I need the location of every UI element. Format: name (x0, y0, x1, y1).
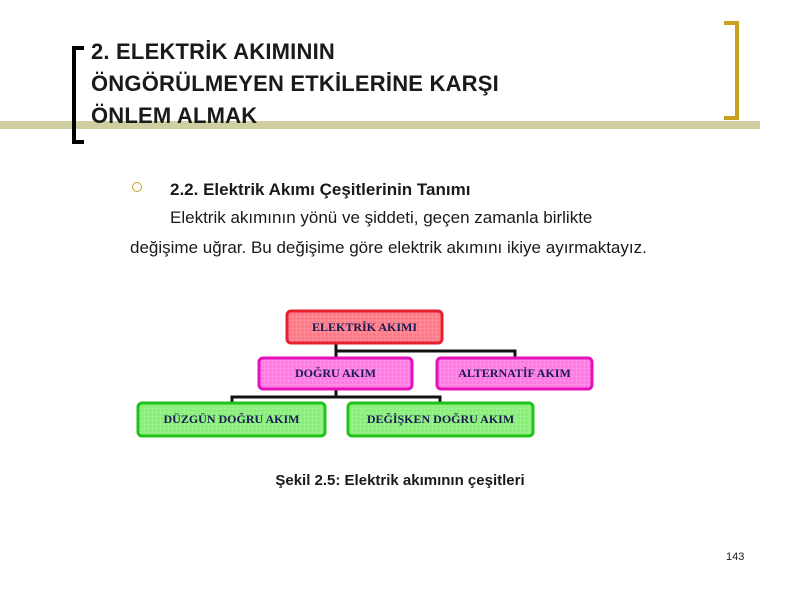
section-heading: 2.2. Elektrik Akımı Çeşitlerinin Tanımı (170, 180, 471, 199)
title-line-1: 2. ELEKTRİK AKIMININ (91, 39, 335, 64)
node-alternatif-akim (437, 358, 592, 389)
node-elektrik-akimi (287, 311, 442, 343)
node-label: DÜZGÜN DOĞRU AKIM (163, 412, 300, 426)
figure-caption: Şekil 2.5: Elektrik akımının çeşitleri (275, 472, 525, 489)
node-label: DOĞRU AKIM (295, 366, 376, 380)
title-line-2: ÖNGÖRÜLMEYEN ETKİLERİNE KARŞI (91, 71, 499, 96)
node-degisken-dogru-akim (348, 403, 533, 436)
paragraph-line-1: Elektrik akımının yönü ve şiddeti, geçen zamanla birlikte (170, 208, 593, 227)
title-line-3: ÖNLEM ALMAK (91, 103, 258, 128)
node-duzgun-dogru-akim (138, 403, 325, 436)
node-label: ELEKTRİK AKIMI (311, 320, 418, 334)
node-label: ALTERNATİF AKIM (458, 366, 571, 380)
node-label: DEĞİŞKEN DOĞRU AKIM (366, 412, 515, 426)
node-dogru-akim (259, 358, 412, 389)
page-number: 143 (726, 551, 745, 563)
paragraph-line-2: değişime uğrar. Bu değişime göre elektrik akımını ikiye ayırmaktayız. (130, 238, 647, 257)
